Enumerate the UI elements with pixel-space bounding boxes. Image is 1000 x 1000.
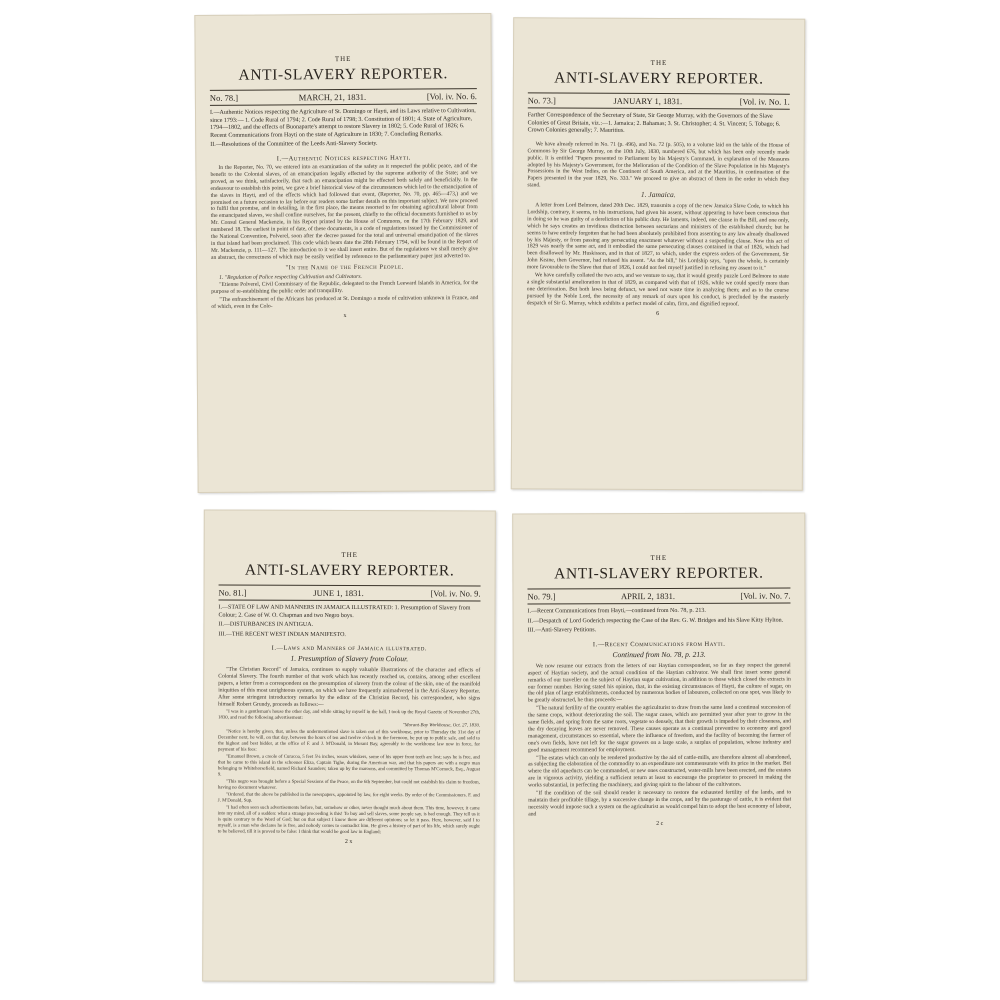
quote-paragraph: "I had often seen such advertisements before, but, somehow or other, never thought much about them. This time, however, it came into my mind, all of a sudden: what a strange proceeding is this! To buy and sell slaves, some people say, is bad enough. They tell us it is quite contrary to the Word of God; but on that subject I know there are different opinions; so let it pass. Here, however, said I to myself, is a man who declares he is free, and nobody comes to contradict him. He gives a history of part of his life, which surely ought to be believed, till it is proved to be false: I think that would be good law in England; bbox=[217, 805, 480, 835]
contents-item: II.—Despatch of Lord Goderich respecting the Case of the Rev. G. W. Bridges and his Slave Kitty Hylton. bbox=[527, 617, 784, 625]
masthead-the: THE bbox=[650, 58, 668, 68]
section-heading: I.—Recent Communications from Hayti. bbox=[592, 640, 726, 649]
contents-item: I.—STATE OF LAW AND MANNERS IN JAMAICA ILLUSTRATED: 1. Presumption of Slavery from Colour; 2. Case of W. O. Chapman and two Negro boys. bbox=[218, 604, 471, 619]
contents-item: II.—Resolutions of the Committee of the Leeds Anti-Slavery Society. bbox=[210, 141, 378, 149]
masthead-the: THE bbox=[650, 553, 668, 563]
contents-item: II.—DISTURBANCES IN ANTIGUA. bbox=[218, 621, 314, 629]
paragraph: "The Christian Record" of Jamaica, continues to supply valuable illustrations of the character and effects of Colonial Slavery. The fourth number of that work which has recently reached us, contains, among other excellent papers, a letter from a correspondent on the presumption of slavery from the colour of the skin, one of the manifold iniquities of this most unrighteous system, on which we have frequently animadverted in the Anti-Slavery Reporter. After some stringent introductory remarks by the editor of the Christian Record, his correspondent, who signs himself Robert Grundy, proceeds as follows:— bbox=[218, 666, 481, 708]
quote-paragraph: "Notice is hereby given, that, unless the undermentioned slave is taken out of this workhouse, prior to Thursday the 31st day of December next, he will, on that day, between the hours of ten and twelve o'clock in the forenoon, be put up to public sale, and sold to the highest and best bidder, at the office of F. and J. M'Donald, in Morant Bay, agreeably to the workhouse law now in force, for payment of his fees: bbox=[217, 729, 481, 753]
issue-date: MARCH, 21, 1831. bbox=[298, 91, 367, 103]
paragraph: 1. "Regulation of Police respecting Cultivation and Cultivators. bbox=[219, 273, 362, 281]
issue-volume: [Vol. iv. No. 6. bbox=[426, 91, 477, 102]
paragraph: "The natural fertility of the country enables the agriculturist to draw from the same land a continual succession of the same crops, without deteriorating the soil. The sugar canes, which are permitted year after year to grow in the same fields, and spring from the same roots, vegetate so densely, that their growth is impeded by their closeness, and the dry decaying leaves are never removed. These causes operate as a continual preventive to economy and good management, circumstances so essential, where the influence of freedom, and the facility of becoming the farmer of one's own fields, have not left for the sugar growers on a large scale, a surplus of population, whose industry and good management recommend for employment. bbox=[527, 704, 791, 754]
printer-signature: x bbox=[343, 313, 347, 320]
issue-number: No. 81.] bbox=[218, 587, 247, 598]
subheading: "In the Name of the French People. bbox=[285, 263, 404, 272]
paragraph: We have already referred in No. 71 (p. 496), and No. 72 (p. 505), to a volume laid on the table of the House of Commons by Sir George Murray, on the 10th July, 1830, numbered 676, but which has been only recently made public. It is entitled "Papers presented to Parliament by his Majesty's Command, in explanation of the Measures adopted by his Majesty's Government, for the Melioration of the Condition of the Slave Population in his Majesty's Possessions in the West Indies, on the Continent of South America, and at the Mauritius, in continuation of the Papers presented in the year 1829, No. 333." We proceed to give an abstract of them in the order in which they stand. bbox=[527, 141, 790, 189]
masthead-title: ANTI-SLAVERY REPORTER. bbox=[238, 65, 449, 84]
section-heading: I.—Laws and Manners of Jamaica illustrated. bbox=[271, 645, 428, 653]
table-of-contents bbox=[210, 108, 477, 150]
issue-number: No. 78.] bbox=[209, 92, 239, 103]
issue-line bbox=[219, 585, 481, 602]
printer-signature: 2 c bbox=[656, 820, 664, 827]
subheading: 1. Jamaica. bbox=[640, 190, 676, 200]
issue-date: JUNE 1, 1831. bbox=[313, 587, 364, 599]
issue-date: JANUARY 1, 1831. bbox=[613, 95, 683, 107]
quote-paragraph: "This negro was brought before a Special Sessions of the Peace, on the 6th September, but could not establish his claim to freedom, having no document whatever. bbox=[217, 779, 480, 791]
quote-paragraph: "I was in a gentleman's house the other day, and while sitting by myself in the hall, I took up the Royal Gazette of November 27th, 1830, and read the following advertisement: bbox=[218, 709, 481, 721]
paragraph: "If the condition of the soil should render it necessary to restore the exhausted fertility of the lands, and to maintain their profitable tillage, by a successive change in the crops, and by the pasturage of cattle, it is evident that necessity would impose such a system on the agriculturist as would compel him to adopt the best economy of labour, and bbox=[528, 789, 792, 818]
paragraph: "The estates which can only be rendered productive by the aid of cattle-mills, are therefore almost all abandoned, as subjecting the elaboration of the commodity to an expenditure not commensurate with its price in the market. But where the old aqueducts can be commanded, or new ones constructed, water-mills have been erected, and the estates are in vigorous activity, yielding a sufficient return at least to encourage the proprietor to proceed in making the works substantial, in perfecting the machinery, and giving spirit to the labour of the cultivators. bbox=[528, 754, 792, 789]
paragraph: "The enfranchisement of the Africans has produced at St. Domingo a mode of cultivation unknown in France, and of which, even in the Colo- bbox=[211, 295, 479, 311]
issue-volume: [Vol. iv. No. 9. bbox=[430, 588, 481, 599]
contents-item: Farther Correspondence of the Secretary of State, Sir George Murray, with the Governors of the Slave Colonies of Great Britain, viz.:—1. Jamaica; 2. Bahamas; 3. St. Christopher; 4. St. Vincent; 5. Tobago; 6. Crown Colonies generally; 7. Mauritius. bbox=[527, 112, 781, 135]
masthead-the: THE bbox=[341, 550, 358, 560]
subheading: Continued from No. 78, p. 213. bbox=[612, 649, 706, 659]
issue-line bbox=[210, 88, 477, 106]
reporter-page-no81 bbox=[202, 509, 496, 982]
issue-line bbox=[527, 588, 790, 605]
contents-item: III.—THE RECENT WEST INDIAN MANIFESTO. bbox=[218, 631, 346, 638]
article-body bbox=[218, 667, 481, 836]
contents-item: III.—Anti-Slavery Petitions. bbox=[527, 627, 597, 634]
article-body bbox=[528, 662, 792, 818]
issue-number: No. 79.] bbox=[527, 591, 556, 602]
quote-paragraph: "Morant-Bay Workhouse, Oct. 27, 1830. bbox=[402, 722, 481, 729]
contents-item: I.—Authentic Notices respecting the Agriculture of St. Domingo or Hayti, and its Laws relative to Cultivation, since 1793:— 1. Code Rural of 1794; 2. Code Rural of 1798; 3. Constitution of 1801; 4. State of Agriculture, 1794—1802, and the effects of Buonaparte's attempt to restore Slavery in 1802; 5. Code Rural of 1826; 6. Recent Communications from Hayti on the state of Agriculture in 1830; 7. Concluding Remarks. bbox=[209, 108, 476, 139]
article-body bbox=[527, 141, 790, 308]
printer-signature: 2 x bbox=[344, 838, 353, 845]
paragraph: "Etienne Polverel, Civil Commissary of the Republic, delegated to the French Leeward Islands in America, for the purpose of re-establishing the public order and tranquillity. bbox=[211, 280, 479, 296]
paragraph: We have carefully collated the two acts, and we venture to say, that it would greatly puzzle Lord Belmore to state a single substantial amelioration in that of 1829, as compared with that of 1826, while we could specify more than one deterioration. But both laws being defunct, we need not waste time in analyzing them; and as to the course pursued by the Noble Lord, the necessity of any remark of ours upon his conduct, is precluded by the masterly despatch of Sir G. Murray, which exhibits a perfect model of calm, firm, and dignified reproof. bbox=[526, 272, 789, 308]
masthead-title: ANTI-SLAVERY REPORTER. bbox=[244, 561, 455, 580]
paragraph: We now resume our extracts from the letters of our Haytian correspondent, so far as they respect the general aspect of Haytian society, and the actual condition of the Haytian cultivator. We shall first insert some general remarks of our traveller on the subject of Haytian sugar cultivation, in addition to those which closed the extracts in our former number. Having stated his opinion, that, in the existing circumstances of Hayti, the culture of sugar, on the old plan of large establishments, conducted by numerous bodies of labourers, collected on one spot, was likely to be greatly obstructed, he thus proceeds:— bbox=[527, 662, 791, 704]
reporter-page-no79 bbox=[512, 512, 807, 981]
article-body bbox=[210, 163, 478, 311]
contents-item: I.—Recent Communications from Hayti,—continued from No. 78, p. 213. bbox=[527, 607, 706, 615]
quote-paragraph: "Emanuel Brown, a creole of Curacoa, 5 feet 5¼ inches, wears whiskers, some of his upper front teeth are lost; says he is free, and that he came to this island in the schooner Eliza, Captain Tighe, during the American war, and that his papers are with a negro man belonging to Whitehorsefield, named Richard Saunders; taken up by the maroons, and committed by Thomas M'Cornock, Esq., August 9. bbox=[217, 754, 480, 778]
issue-line bbox=[528, 92, 790, 109]
printer-signature: 6 bbox=[656, 310, 660, 317]
paragraph: A letter from Lord Belmore, dated 20th Dec. 1829, transmits a copy of the new Jamaica Slave Code, to which his Lordship, contrary, it seems, to his instructions, had given his assent, without appearing to have been conscious that in doing so he was guilty of a dereliction of his public duty. He laments, indeed, one clause in the Bill, and one only, which he says creates an invidious distinction between sectarians and ministers of the established church; but he seems to have entirely forgotten that he had been absolutely prohibited from assenting to any law already disallowed by his Majesty, or from passing any persecuting enactment whatever without a suspending clause. Now this act of 1829 was nearly the same act, and it embodied the same persecuting clauses contained in that of 1826, which had been disallowed by Mr. Huskisson, and in that of 1827, to which, under the express orders of the Government, Sir John Keane, then Governor, had refused his assent. "As the bill," his Lordship says, "upon the whole, is certainly more favourable to the Slave that that of 1826, I could not feel myself justified in refusing my assent to it." bbox=[526, 202, 790, 272]
issue-date: APRIL 2, 1831. bbox=[620, 590, 676, 602]
section-heading: I.—Authentic Notices respecting Hayti. bbox=[276, 154, 411, 163]
issue-volume: [Vol. iv. No. 1. bbox=[739, 96, 790, 107]
issue-number: No. 73.] bbox=[527, 95, 556, 106]
masthead-title: ANTI-SLAVERY REPORTER. bbox=[554, 69, 764, 88]
table-of-contents bbox=[218, 605, 480, 640]
masthead-the: THE bbox=[334, 54, 352, 64]
masthead-title: ANTI-SLAVERY REPORTER. bbox=[554, 564, 764, 583]
paragraph: In the Reporter, No. 70, we entered into an examination of the safety as it respected the public peace, and of the benefit to the Colonial slaves, of an emancipation legally effected by the supreme authority of the State; and we proved, as we think, satisfactorily, that such an emancipation might be effected both safely and beneficially. In the endeavour to establish this point, we gave a brief historical view of the circumstances which led to the emancipation of the slaves in Hayti, and of the effects which had followed that event, (Reporter, No. 70, pp. 465—473,) and we promised on a future occasion to lay before our readers some farther details on this important subject. We now proceed to fulfil that promise, and in detailing, in the first place, the means resorted to for obtaining agricultural labour from the emancipated slaves, we shall confine ourselves, for the present, chiefly to the official documents furnished to us by Mr. Consul General Mackenzie, in his Report printed by the House of Commons, on the 17th February 1829, and numbered 18. The earliest in point of date, of these documents, is a code of regulations issued by the Commissioner of the National Convention, Polverel, soon after the decree passed for the total and universal emancipation of the slaves in that island had been proclaimed. This code which bears date the 28th February 1794, will be found in the Report of Mr. Mackenzie, p. 111—127. The introduction to it we shall insert entire. But of the regulations we shall merely give an abstract, the correctness of which may be easily verified by reference to the parliamentary paper just adverted to. bbox=[210, 163, 478, 261]
reporter-page-no78 bbox=[194, 13, 494, 493]
subheading: 1. Presumption of Slavery from Colour. bbox=[290, 654, 409, 664]
table-of-contents bbox=[528, 608, 791, 636]
quote-paragraph: "Ordered, that the above be published in the newspapers, appointed by law, for eight weeks. By order of the Commissioners. F. and J. M'Donald, Sup. bbox=[217, 792, 480, 804]
reporter-page-no73 bbox=[511, 17, 805, 491]
table-of-contents bbox=[528, 112, 790, 136]
issue-volume: [Vol. iv. No. 7. bbox=[740, 590, 791, 601]
